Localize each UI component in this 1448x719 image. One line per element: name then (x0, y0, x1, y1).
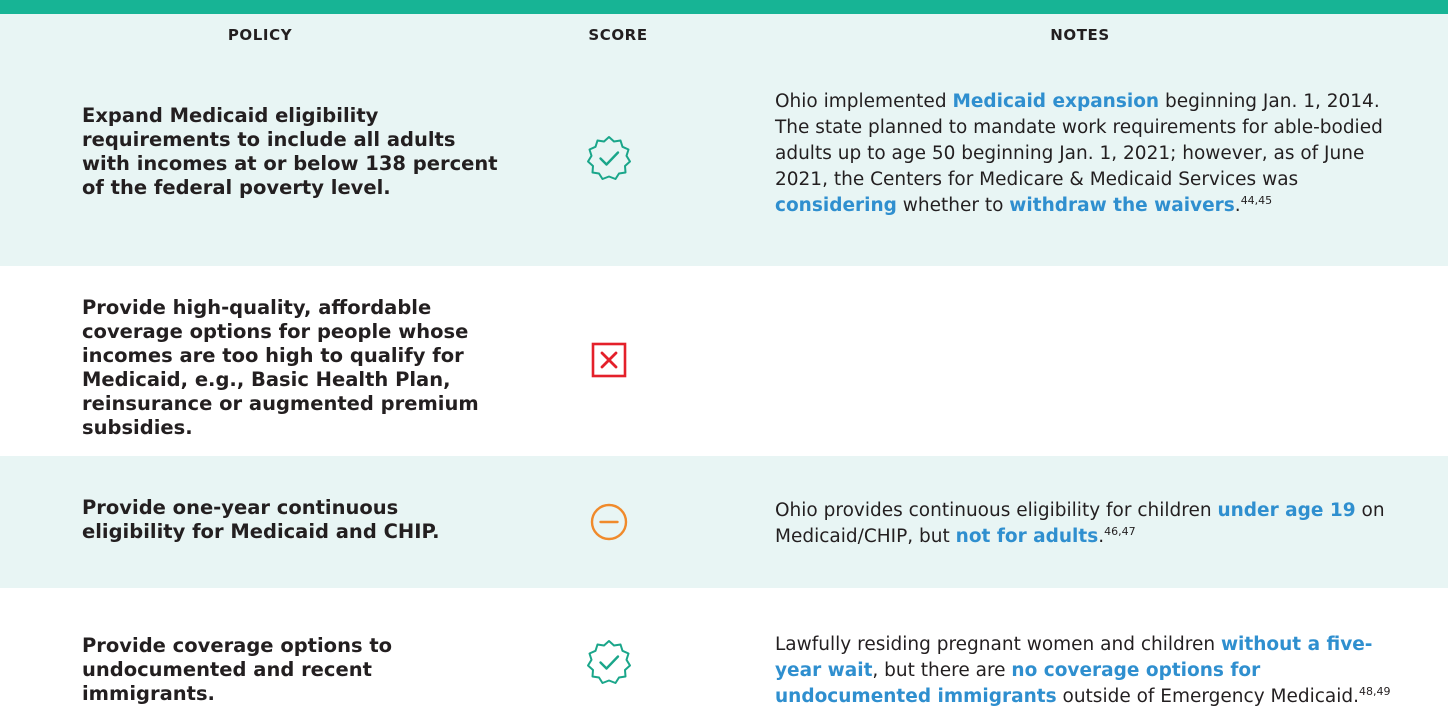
check-badge-icon (585, 134, 633, 182)
cross-box-icon (585, 336, 633, 384)
notes-text: Lawfully residing pregnant women and children without a five-year wait, but there are no coverage options for undocumented immigrants outside of Emergency Medicaid.$^{48,49}$ (775, 634, 1391, 707)
table-row (0, 266, 1448, 456)
table-header (0, 14, 1448, 56)
notes-text: Ohio implemented Medicaid expansion beginning Jan. 1, 2014. The state planned to mandate work requirements for able-bodied adults up to age 50 beginning Jan. 1, 2021; however, as of June 2021, the Centers for Medicare & Medicaid Services was considering whether to withdraw the waivers.$^{44,45}$ (775, 91, 1383, 216)
table-row (0, 456, 1448, 588)
link-under-age-19[interactable]: under age 19 (1217, 500, 1356, 521)
footnote-ref: 46,47 (1104, 524, 1136, 538)
table-row (0, 588, 1448, 719)
top-accent-bar (0, 0, 1448, 14)
table-row (0, 56, 1448, 266)
minus-circle-icon (585, 498, 633, 546)
policy-text: Provide one-year continuous eligibility for Medicaid and CHIP. (82, 496, 440, 543)
check-badge-icon (585, 638, 633, 686)
link-not-for-adults[interactable]: not for adults (955, 526, 1099, 547)
policy-text: Provide coverage options to undocumented and recent immigrants. (82, 634, 393, 705)
link-considering[interactable]: considering (775, 195, 897, 216)
link-without-five-year-wait[interactable]: without a five-year wait (775, 634, 1373, 681)
header-notes: NOTES (1050, 26, 1110, 44)
header-score: SCORE (588, 26, 648, 44)
link-withdraw-waivers[interactable]: withdraw the waivers (1009, 195, 1235, 216)
policy-text: Provide high-quality, affordable coverage options for people whose incomes are too high to qualify for Medicaid, e.g., Basic Health Plan, reinsurance or augmented premium subsidies. (82, 296, 479, 439)
notes-text: Ohio provides continuous eligibility for children under age 19 on Medicaid/CHIP, but not for adults.$^{46,47}$ (775, 500, 1385, 547)
link-no-coverage-undocumented[interactable]: no coverage options for undocumented immigrants (775, 660, 1261, 707)
policy-text: Expand Medicaid eligibility requirements to include all adults with incomes at or below 138 percent of the federal poverty level. (82, 104, 498, 199)
link-medicaid-expansion[interactable]: Medicaid expansion (952, 91, 1160, 112)
footnote-ref: 48,49 (1359, 684, 1391, 698)
header-policy: POLICY (227, 26, 293, 44)
footnote-ref: 44,45 (1240, 193, 1273, 207)
